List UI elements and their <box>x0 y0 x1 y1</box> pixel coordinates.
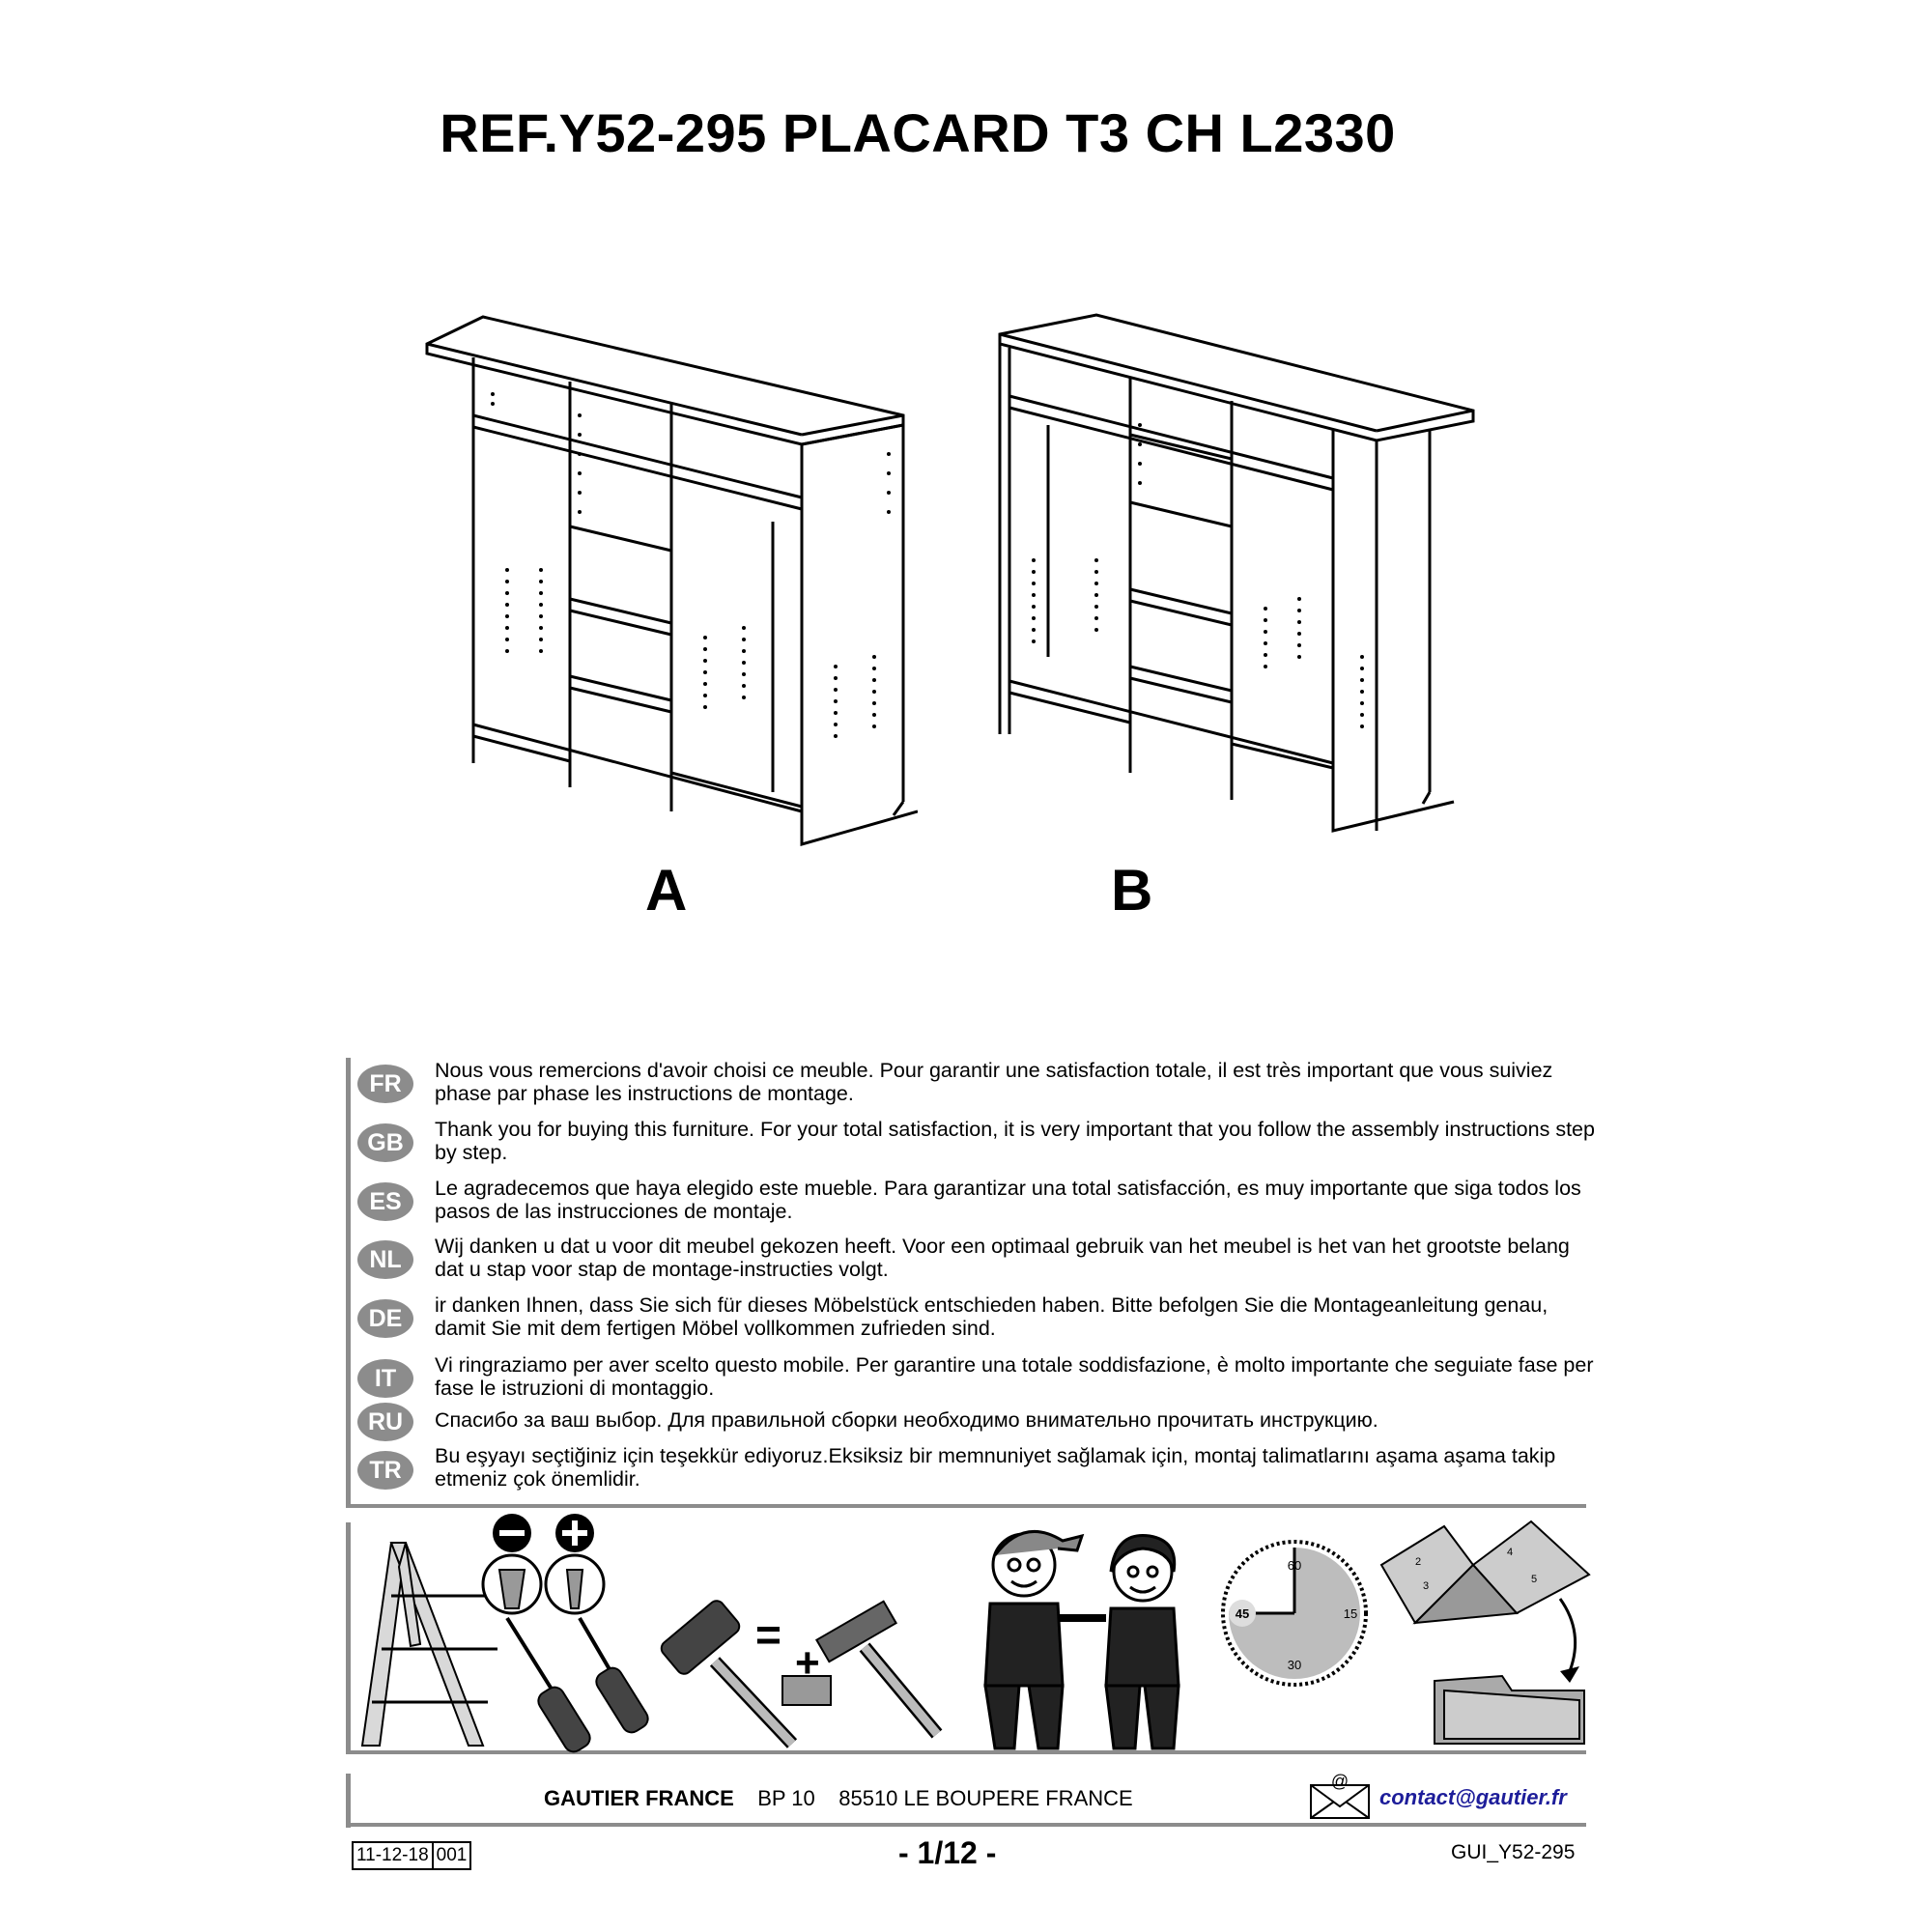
language-badge: IT <box>357 1359 413 1398</box>
language-text: Bu eşyayı seçtiğiniz için teşekkür ediyoruz.Eksiksiz bir memnuniyet sağlamak için, montaj talimatlarını aşama aşama takip etmeniz çok önemlidir. <box>435 1444 1556 1491</box>
two-people-icon <box>971 1512 1212 1753</box>
address: 85510 LE BOUPERE FRANCE <box>838 1786 1133 1810</box>
language-badge: GB <box>357 1123 413 1162</box>
clock-label-45: 45 <box>1235 1606 1250 1621</box>
language-badge: FR <box>357 1065 413 1103</box>
language-text: Спасибо за ваш выбор. Для правильной сборки необходимо внимательно прочитать инструкцию. <box>435 1408 1378 1432</box>
clock-label-30: 30 <box>1287 1658 1302 1672</box>
company-name: GAUTIER FRANCE <box>544 1786 734 1810</box>
document-reference: GUI_Y52-295 <box>1451 1841 1576 1863</box>
language-text: Vi ringraziamo per aver scelto questo mobile. Per garantire una totale soddisfazione, è molto importante che seguiate fase per fase le istruzioni di montaggio. <box>435 1353 1594 1400</box>
page-number: - 1/12 - <box>898 1835 997 1870</box>
company-address <box>544 1786 1133 1811</box>
equals-sign: = <box>755 1609 781 1660</box>
footer-border <box>346 1774 351 1828</box>
divider-line <box>346 1823 1586 1827</box>
language-text: Thank you for buying this furniture. For your total satisfaction, it is very important that you follow the assembly instructions step by step. <box>435 1118 1595 1164</box>
instruction-book-icon <box>1377 1517 1594 1748</box>
language-text: Le agradecemos que haya elegido este mueble. Para garantizar una total satisfacción, es muy importante que siga todos los pasos de las instrucciones de montaje. <box>435 1177 1581 1223</box>
at-symbol: @ <box>1330 1772 1350 1791</box>
language-text: Wij danken u dat u voor dit meubel gekozen heeft. Voor een optimaal gebruik van het meubel is het van het grootste belang dat u stap voor stap de montage-instructies volgt. <box>435 1235 1570 1281</box>
language-badge: ES <box>357 1182 413 1221</box>
page-title: REF.Y52-295 PLACARD T3 CH L2330 <box>440 102 1396 163</box>
po-box: BP 10 <box>757 1786 815 1810</box>
book-page-5: 5 <box>1531 1574 1538 1585</box>
clock-icon <box>1217 1536 1372 1690</box>
language-badge: RU <box>357 1403 413 1441</box>
contact-email-link[interactable]: contact@gautier.fr <box>1379 1785 1567 1809</box>
wardrobe-diagram-b <box>990 309 1492 840</box>
tools-border <box>346 1522 351 1754</box>
book-page-3: 3 <box>1423 1580 1430 1592</box>
language-text: Nous vous remercions d'avoir choisi ce meuble. Pour garantir une satisfaction totale, il est très important que vous suiviez phase par phase les instructions de montage. <box>435 1059 1553 1105</box>
variant-label-a: A <box>645 858 688 923</box>
book-page-2: 2 <box>1415 1556 1422 1568</box>
clock-label-60: 60 <box>1287 1558 1302 1573</box>
clock-label-15: 15 <box>1343 1606 1358 1621</box>
variant-label-b: B <box>1111 858 1153 923</box>
revision-box <box>352 1841 471 1870</box>
divider-line <box>346 1504 1586 1508</box>
plus-sign: + <box>795 1639 820 1687</box>
book-page-4: 4 <box>1507 1547 1514 1558</box>
language-text: ir danken Ihnen, dass Sie sich für dieses Möbelstück entschieden haben. Bitte befolgen Sie die Montageanleitung genau, damit Sie mit dem fertigen Möbel vollkommen zufrieden sind. <box>435 1293 1548 1340</box>
language-badge: TR <box>357 1451 413 1490</box>
wardrobe-diagram-a <box>415 309 918 860</box>
revision-version: 001 <box>432 1843 470 1868</box>
envelope-icon <box>1309 1768 1372 1821</box>
language-badge: DE <box>357 1299 413 1338</box>
language-badge: NL <box>357 1240 413 1279</box>
language-block-border <box>346 1058 351 1507</box>
revision-date: 11-12-18 <box>356 1845 429 1865</box>
